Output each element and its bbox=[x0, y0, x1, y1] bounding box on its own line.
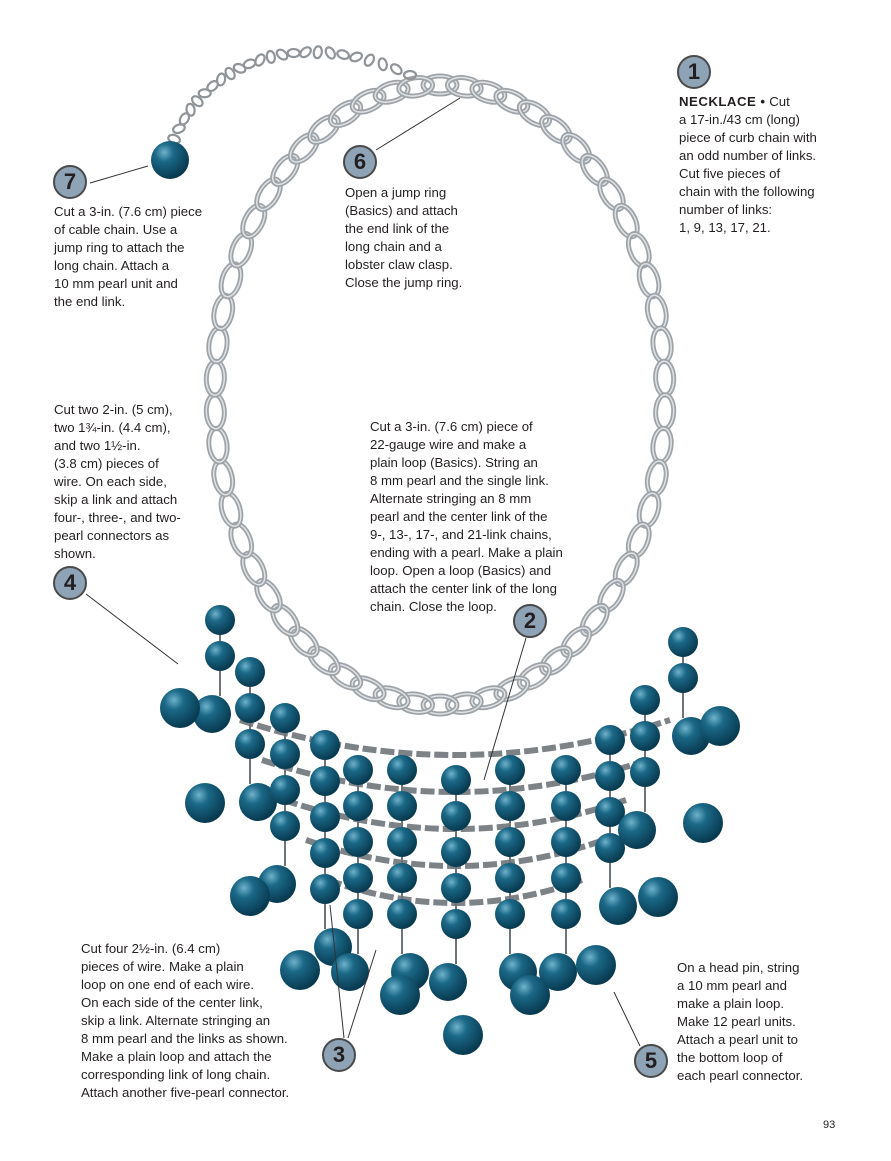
step-2-badge: 2 bbox=[513, 604, 547, 638]
pearl-8mm bbox=[387, 827, 417, 857]
pearl-8mm bbox=[310, 766, 340, 796]
pearl-8mm bbox=[343, 791, 373, 821]
drop-pearl bbox=[230, 876, 270, 916]
step-7-text: Cut a 3-in. (7.6 cm) piece of cable chain. Use a jump ring to attach the long chain. Attach a 10 mm pearl unit and the end link. bbox=[54, 204, 203, 309]
cable-chain-link bbox=[363, 53, 376, 67]
step-3-badge: 3 bbox=[322, 1038, 356, 1072]
pearl-8mm bbox=[270, 739, 300, 769]
step-3-text: Cut four 2½-in. (6.4 cm) pieces of wire. Make a plain loop on one end of each wire. On each side of the center link, skip a link. Alternate stringing an 8 mm pearl and the links as shown. Make a plain loop and attach the corresponding link of long chain. Attach another five-pearl connector. bbox=[81, 941, 290, 1100]
pearl-8mm bbox=[630, 757, 660, 787]
step-1-badge: 1 bbox=[677, 55, 711, 89]
pearl-8mm bbox=[205, 641, 235, 671]
step-5-text: On a head pin, string a 10 mm pearl and make a plain loop. Make 12 pearl units. Attach a pearl unit to the bottom loop of each pearl connector. bbox=[677, 960, 804, 1083]
pearl-8mm bbox=[441, 837, 471, 867]
step-1-text bbox=[679, 93, 849, 237]
pearl-8mm bbox=[235, 729, 265, 759]
drop-pearl bbox=[185, 783, 225, 823]
pearl-8mm bbox=[205, 605, 235, 635]
pearl-8mm bbox=[495, 827, 525, 857]
chain-link bbox=[537, 112, 575, 148]
chain-link-highlight bbox=[645, 294, 669, 331]
chain-link bbox=[286, 130, 322, 167]
drop-pearl bbox=[683, 803, 723, 843]
step-1-lead: NECKLACE • bbox=[679, 94, 766, 109]
pearl-8mm bbox=[310, 730, 340, 760]
step-6-text: Open a jump ring (Basics) and attach the end link of the long chain and a lobster claw clasp. Close the jump ring. bbox=[345, 185, 463, 290]
pearl-8mm bbox=[551, 863, 581, 893]
chain-link bbox=[268, 151, 303, 189]
pearl-8mm bbox=[235, 657, 265, 687]
pearl-8mm bbox=[270, 703, 300, 733]
pearl-8mm bbox=[441, 765, 471, 795]
drop-pearl bbox=[576, 945, 616, 985]
pearl-8mm bbox=[441, 909, 471, 939]
chain-link bbox=[305, 643, 343, 679]
pearl-8mm bbox=[551, 899, 581, 929]
step-1-body: Cut a 17-in./43 cm (long) piece of curb chain with an odd number of links. Cut five pieces of chain with the following number of links: 1, 9, 13, 17, 21. bbox=[679, 94, 817, 235]
pearl-8mm bbox=[630, 685, 660, 715]
step-5-badge: 5 bbox=[634, 1044, 668, 1078]
cable-chain-link bbox=[378, 58, 388, 71]
cable-chain-link bbox=[199, 89, 211, 97]
cable-chain-link bbox=[288, 49, 300, 57]
pearl-8mm bbox=[495, 863, 525, 893]
pearl-8mm bbox=[668, 627, 698, 657]
pearl-8mm bbox=[595, 725, 625, 755]
step-4-badge: 4 bbox=[53, 566, 87, 600]
chain-link bbox=[537, 643, 575, 679]
pearl-unit-10mm bbox=[599, 887, 637, 925]
cable-chain-link bbox=[349, 51, 363, 63]
pearl-8mm bbox=[343, 899, 373, 929]
chain-link-highlight bbox=[211, 459, 235, 496]
pearl-8mm bbox=[595, 761, 625, 791]
pearl-8mm bbox=[387, 899, 417, 929]
chain-link bbox=[286, 623, 322, 660]
cable-chain-link bbox=[324, 46, 337, 60]
drop-pearl bbox=[510, 975, 550, 1015]
cable-chain-link bbox=[313, 46, 323, 59]
end-pearl bbox=[151, 141, 189, 179]
drop-pearl bbox=[380, 975, 420, 1015]
pearl-8mm bbox=[441, 801, 471, 831]
step-7-badge: 7 bbox=[53, 165, 87, 199]
pearl-8mm bbox=[495, 755, 525, 785]
pearl-unit-10mm bbox=[618, 811, 656, 849]
pearl-8mm bbox=[387, 755, 417, 785]
step-2-text: Cut a 3-in. (7.6 cm) piece of 22-gauge wire and make a plain loop (Basics). String an 8 mm pearl and the single link. Alternate stringing an 8 mm pearl and the center link of the 9-, 13-, 17-, and 21-link chains, ending with a pearl. Make a plain loop. Open a loop (Basics) and attach the center link of the long chain. Close the loop. bbox=[370, 419, 563, 614]
pearl-8mm bbox=[235, 693, 265, 723]
chain-link bbox=[558, 130, 594, 167]
page-number: 93 bbox=[823, 1119, 836, 1131]
pearl-8mm bbox=[270, 811, 300, 841]
pearl-8mm bbox=[495, 791, 525, 821]
pearl-8mm bbox=[387, 791, 417, 821]
cable-chain-link bbox=[336, 49, 350, 61]
drop-pearl bbox=[160, 688, 200, 728]
pearl-8mm bbox=[551, 791, 581, 821]
pearl-8mm bbox=[387, 863, 417, 893]
pearl-unit-10mm bbox=[429, 963, 467, 1001]
pearl-8mm bbox=[343, 827, 373, 857]
pearl-8mm bbox=[551, 755, 581, 785]
step-4-text: Cut two 2-in. (5 cm), two 1¾-in. (4.4 cm), and two 1½-in. (3.8 cm) pieces of wire. On each side, skip a link and attach four-, three-, and two- pearl connectors as shown. bbox=[54, 402, 181, 561]
pearl-8mm bbox=[441, 873, 471, 903]
pearl-8mm bbox=[343, 863, 373, 893]
step-6-badge: 6 bbox=[343, 145, 377, 179]
drop-pearl bbox=[443, 1015, 483, 1055]
pearl-8mm bbox=[310, 838, 340, 868]
curb-chain bbox=[206, 75, 675, 714]
chain-link bbox=[577, 151, 612, 189]
drop-pearl bbox=[638, 877, 678, 917]
cable-chain-link bbox=[389, 62, 403, 76]
pearl-8mm bbox=[630, 721, 660, 751]
cable-chain-link bbox=[266, 50, 276, 63]
pearl-8mm bbox=[343, 755, 373, 785]
pearl-8mm bbox=[551, 827, 581, 857]
cable-chain-link bbox=[275, 48, 289, 62]
pearl-8mm bbox=[668, 663, 698, 693]
pearl-8mm bbox=[310, 874, 340, 904]
pearl-8mm bbox=[270, 775, 300, 805]
drop-pearl bbox=[700, 706, 740, 746]
chain-link bbox=[305, 112, 343, 148]
cable-chain-link bbox=[172, 123, 186, 135]
pearl-8mm bbox=[495, 899, 525, 929]
chain-link-highlight bbox=[645, 459, 669, 496]
chain-link bbox=[268, 601, 303, 639]
pearl-8mm bbox=[310, 802, 340, 832]
chain-link bbox=[558, 623, 594, 660]
